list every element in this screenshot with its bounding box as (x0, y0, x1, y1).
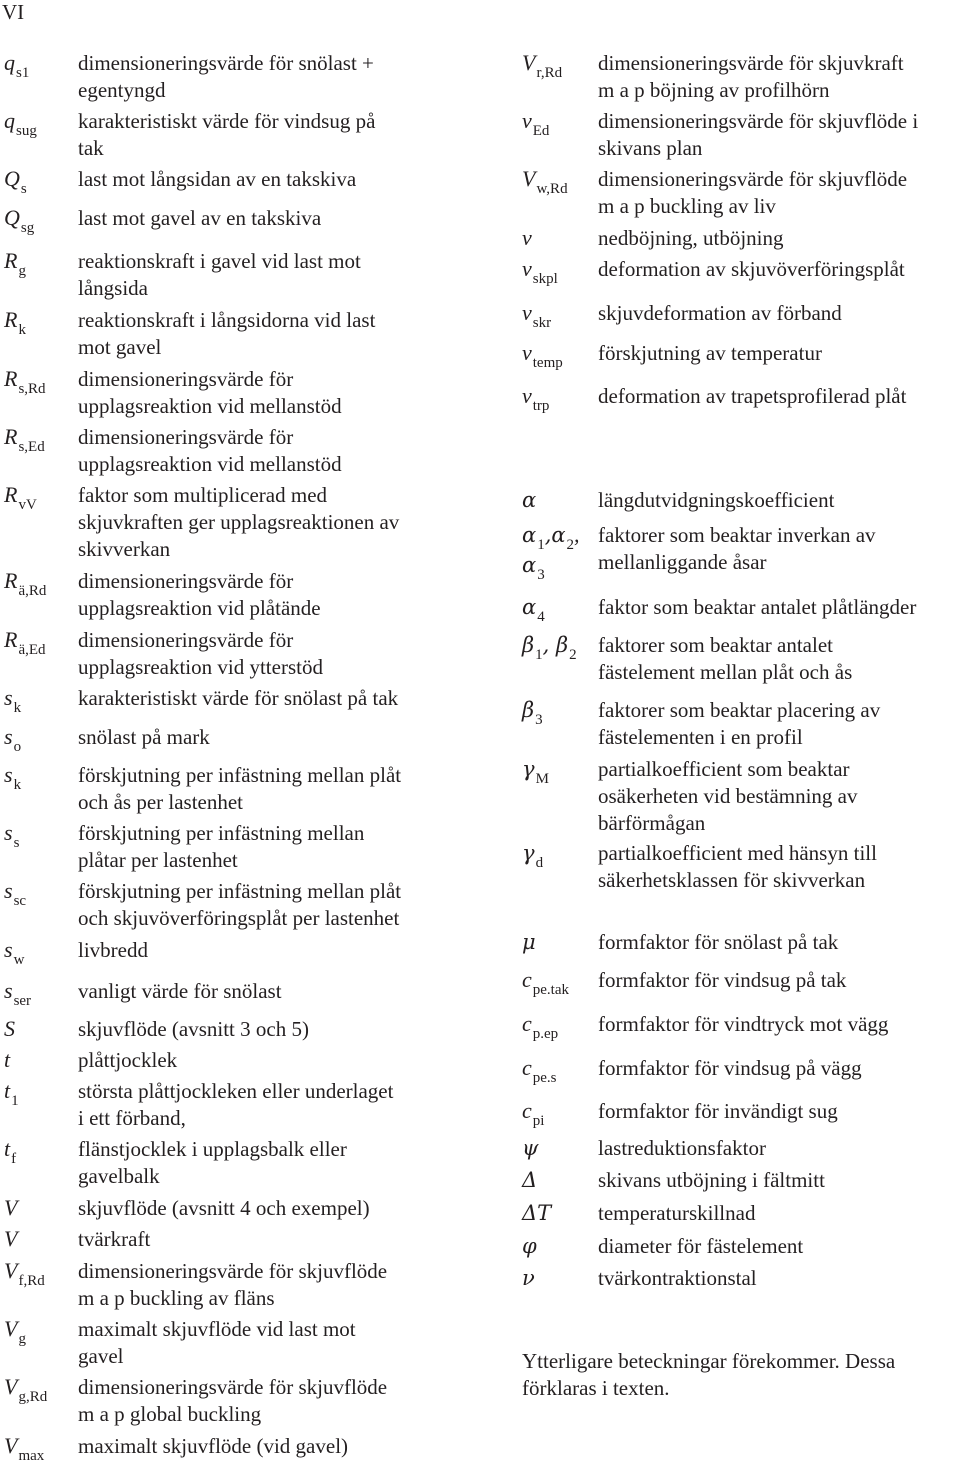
symbol-subscript: 3 (537, 567, 545, 583)
symbol-subscript: o (13, 739, 22, 755)
symbol-base: v (522, 108, 532, 133)
description-line: i ett förband, (78, 1106, 186, 1130)
description-line: dimensioneringsvärde för (78, 425, 294, 449)
description-line: skjuvflöde (avsnitt 4 och exempel) (78, 1196, 370, 1220)
symbol-description (78, 878, 401, 932)
symbol-subscript: pe.s (532, 1070, 557, 1086)
description-line: karakteristiskt värde för snölast på tak (78, 686, 399, 710)
description-line: gavelbalk (78, 1164, 160, 1188)
symbol-subscript: sug (16, 123, 37, 139)
symbol-base: v (522, 383, 532, 408)
symbol (522, 1011, 558, 1040)
symbol-base: R (4, 424, 18, 449)
symbol-description (598, 1055, 862, 1082)
symbol-description (598, 756, 858, 837)
symbol (522, 340, 563, 369)
description-line: flänstjocklek i upplagsbalk eller (78, 1137, 347, 1161)
symbol-description (598, 1167, 825, 1194)
symbol-description (598, 1233, 803, 1260)
symbol-subscript: 1 (537, 537, 545, 553)
description-line: största plåttjockleken eller underlaget (78, 1079, 394, 1103)
description-line: fästelement mellan plåt och ås (598, 660, 853, 684)
symbol (4, 1078, 19, 1107)
description-line: tvärkontraktionstal (598, 1266, 757, 1290)
symbol-subscript: g,Rd (18, 1389, 48, 1405)
symbol-base: V (4, 1374, 18, 1399)
symbol-description (598, 50, 904, 104)
symbol-base: s (4, 685, 13, 710)
symbol-base: Δ (522, 1168, 538, 1192)
description-line: temperaturskillnad (598, 1201, 756, 1225)
description-line: dimensioneringsvärde för skjuvflöde (78, 1375, 388, 1399)
symbol-base: R (4, 627, 18, 652)
symbol-base: q (4, 108, 15, 133)
symbol-description (78, 248, 361, 302)
symbol-description (598, 225, 784, 252)
symbol-description (78, 762, 401, 816)
symbol-subscript: 1 (11, 1093, 19, 1109)
symbol-description (78, 424, 342, 478)
symbol-base: c (522, 1011, 532, 1036)
symbol-description (78, 724, 210, 751)
symbol (4, 820, 19, 849)
symbol (522, 300, 551, 329)
symbol-base: V (522, 166, 536, 191)
symbol-description (598, 632, 852, 686)
symbol-base: β (522, 633, 535, 657)
symbol-description (78, 1078, 393, 1132)
symbol-base: R (4, 482, 18, 507)
symbol-subscript: w,Rd (536, 181, 568, 197)
symbol-description (78, 1195, 370, 1222)
symbol (4, 1226, 17, 1252)
description-line: osäkerheten vid bestämning av (598, 784, 858, 808)
symbol-subscript: 2 (569, 647, 577, 663)
description-line: upplagsreaktion vid mellanstöd (78, 452, 342, 476)
symbol (4, 1016, 15, 1042)
symbol (522, 840, 543, 869)
symbol-description (78, 820, 364, 874)
symbol-base: V (4, 1258, 18, 1283)
symbol-description (598, 1135, 766, 1162)
symbol (522, 1200, 551, 1226)
symbol-description (78, 50, 374, 104)
description-line: dimensioneringsvärde för skjuvkraft (598, 51, 904, 75)
symbol-base: ψ (522, 1136, 539, 1160)
symbol-description (78, 1047, 177, 1074)
symbol (4, 1047, 10, 1073)
description-line: faktorer som beaktar antalet (598, 633, 833, 657)
symbol-base: s (4, 724, 13, 749)
symbol (522, 487, 536, 513)
description-line: upplagsreaktion vid mellanstöd (78, 394, 342, 418)
symbol-description (598, 108, 918, 162)
description-line: faktor som beaktar antalet plåtlängder (598, 595, 917, 619)
symbol-base: V (4, 1433, 18, 1458)
symbol-subscript: r,Rd (536, 65, 563, 81)
description-line: och ås per lastenhet (78, 790, 244, 814)
description-line: m a p böjning av profilhörn (598, 78, 830, 102)
symbol-description (598, 967, 846, 994)
symbol (522, 1135, 538, 1161)
symbol-description (598, 1011, 888, 1038)
symbol-description (78, 1226, 150, 1253)
symbol-subscript: sc (13, 893, 27, 909)
symbol-base: γ (522, 757, 535, 781)
description-line: skivans utböjning i fältmitt (598, 1168, 825, 1192)
symbol (522, 383, 549, 412)
symbol-subscript: k (18, 322, 26, 338)
symbol (522, 166, 568, 195)
description-line: upplagsreaktion vid ytterstöd (78, 655, 323, 679)
symbol (522, 225, 532, 251)
symbol (522, 632, 577, 661)
symbol-base: Q (4, 205, 20, 230)
description-line: deformation av skjuvöverföringsplåt (598, 257, 905, 281)
symbol (4, 248, 26, 277)
symbol-base: v (522, 340, 532, 365)
page-number: VI (2, 0, 25, 24)
symbol (4, 366, 46, 395)
symbol-description (598, 697, 880, 751)
symbol (4, 108, 37, 137)
symbol-subscript: Ed (532, 123, 550, 139)
symbol-base: V (4, 1195, 18, 1220)
symbol-subscript: 4 (537, 609, 545, 625)
symbol (522, 108, 549, 137)
symbol-description (78, 1258, 387, 1312)
symbol-subscript: trp (532, 398, 550, 414)
description-line: plåtar per lastenhet (78, 848, 238, 872)
symbol-subscript: s (20, 181, 27, 197)
description-line: upplagsreaktion vid plåtände (78, 596, 321, 620)
symbol-description (598, 1200, 755, 1227)
symbol-base: V (4, 1316, 18, 1341)
symbol-description (78, 1316, 356, 1370)
description-line: formfaktor för invändigt sug (598, 1099, 838, 1123)
description-line: längdutvidgningskoefficient (598, 488, 835, 512)
description-line: m a p buckling av liv (598, 194, 776, 218)
symbol-base: V (4, 1226, 18, 1251)
description-line: reaktionskraft i långsidorna vid last (78, 308, 376, 332)
description-line: reaktionskraft i gavel vid last mot (78, 249, 361, 273)
symbol-subscript: p.ep (532, 1026, 559, 1042)
description-line: m a p global buckling (78, 1402, 262, 1426)
symbol-subscript: pi (532, 1113, 545, 1129)
symbol-description (78, 937, 148, 964)
symbol-description (598, 487, 834, 514)
symbol-extra: ,α (544, 523, 566, 547)
symbol (4, 50, 29, 79)
symbol-base: s (4, 762, 13, 787)
description-line: gavel (78, 1344, 124, 1368)
description-line: maximalt skjuvflöde vid last mot (78, 1317, 356, 1341)
symbol-description (598, 594, 916, 621)
description-line: faktor som multiplicerad med (78, 483, 328, 507)
description-line: partialkoefficient med hänsyn till (598, 841, 877, 865)
symbol (4, 424, 45, 453)
footnote-line: förklaras i texten. (522, 1376, 670, 1400)
description-line: last mot gavel av en takskiva (78, 206, 322, 230)
symbol-description (598, 166, 907, 220)
description-line: partialkoefficient som beaktar (598, 757, 850, 781)
symbol (4, 878, 26, 907)
symbol-description (598, 340, 822, 367)
symbol (522, 929, 536, 955)
description-line: dimensioneringsvärde för skjuvflöde i (598, 109, 919, 133)
description-line: lastreduktionsfaktor (598, 1136, 766, 1160)
symbol-base: c (522, 1055, 532, 1080)
symbol-subscript: ser (13, 993, 32, 1009)
symbol-base: α (522, 553, 537, 577)
description-line: formfaktor för snölast på tak (598, 930, 839, 954)
symbol (4, 482, 37, 511)
symbol-description (598, 522, 876, 576)
description-line: plåttjocklek (78, 1048, 178, 1072)
symbol-base: R (4, 568, 18, 593)
symbol (4, 978, 31, 1007)
symbol-description (78, 978, 282, 1005)
description-line: mot gavel (78, 335, 162, 359)
description-line: dimensioneringsvärde för (78, 367, 294, 391)
symbol-description (78, 568, 321, 622)
description-line: karakteristiskt värde för vindsug på (78, 109, 376, 133)
symbol-base: α (522, 488, 537, 512)
symbol-subscript: skr (532, 315, 552, 331)
description-line: skjuvkraften ger upplagsreaktionen av (78, 510, 400, 534)
symbol-base: s (4, 937, 13, 962)
symbol-subscript: sg (20, 220, 35, 236)
symbol (522, 1265, 535, 1291)
symbol-subscript: max (18, 1448, 45, 1464)
symbol (4, 1258, 45, 1287)
symbol-base: φ (522, 1234, 537, 1258)
symbol (4, 762, 21, 791)
symbol-subscript: M (535, 771, 549, 787)
description-line: last mot långsidan av en takskiva (78, 167, 357, 191)
symbol-description (78, 307, 375, 361)
description-line: faktorer som beaktar placering av (598, 698, 881, 722)
symbol (522, 1167, 537, 1193)
symbol-subscript: temp (532, 355, 563, 371)
description-line: dimensioneringsvärde för skjuvflöde (78, 1259, 388, 1283)
symbol-base: c (522, 967, 532, 992)
symbol (4, 568, 46, 597)
description-line: dimensioneringsvärde för snölast + (78, 51, 374, 75)
description-line: skjuvflöde (avsnitt 3 och 5) (78, 1017, 309, 1041)
symbol-base: R (4, 248, 18, 273)
symbol (522, 1055, 557, 1084)
symbol-subscript: ä,Rd (18, 583, 47, 599)
symbol-base: s (4, 978, 13, 1003)
symbol-description (78, 108, 375, 162)
symbol-description (598, 256, 905, 283)
description-line: m a p buckling av fläns (78, 1286, 275, 1310)
symbol-subscript: w (13, 952, 25, 968)
symbol (4, 1195, 17, 1221)
symbol-extra: , β (542, 633, 569, 657)
symbol (4, 1433, 44, 1462)
symbol-description (78, 205, 321, 232)
description-line: mellanliggande åsar (598, 550, 767, 574)
symbol-base: ν (522, 1266, 535, 1290)
symbol-description (598, 1098, 838, 1125)
symbol-description (78, 1374, 387, 1428)
symbol (522, 697, 543, 726)
symbol-subscript: 2 (566, 537, 575, 553)
symbol (522, 594, 545, 623)
symbol-description (598, 929, 838, 956)
symbol (522, 1233, 537, 1259)
symbol (4, 205, 34, 234)
description-line: dimensioneringsvärde för (78, 628, 294, 652)
symbol-base: q (4, 50, 15, 75)
symbol (522, 967, 569, 996)
description-line: säkerhetsklassen för skivverkan (598, 868, 866, 892)
description-line: tvärkraft (78, 1227, 151, 1251)
symbol-subscript: g (18, 263, 26, 279)
symbol-subscript: pe.tak (532, 982, 569, 998)
symbol-subscript: 1 (535, 647, 543, 663)
symbol-subscript: s,Rd (18, 381, 46, 397)
description-line: skivverkan (78, 537, 171, 561)
description-line: maximalt skjuvflöde (vid gavel) (78, 1434, 349, 1458)
symbol (522, 256, 558, 285)
symbol-base: Q (4, 166, 20, 191)
symbol-base: ΔT (522, 1201, 552, 1225)
symbol-subscript: 3 (535, 712, 543, 728)
symbol-description (78, 366, 342, 420)
symbol (4, 724, 21, 753)
symbol-base: v (522, 300, 532, 325)
symbol-base: v (522, 225, 532, 250)
symbol-subscript: s (13, 835, 20, 851)
symbol-base: γ (522, 841, 535, 865)
description-line: långsida (78, 276, 148, 300)
symbol-description (78, 685, 398, 712)
symbol-base: α (522, 595, 537, 619)
symbol-subscript: k (13, 700, 22, 716)
description-line: förskjutning per infästning mellan (78, 821, 365, 845)
description-line: formfaktor för vindtryck mot vägg (598, 1012, 889, 1036)
symbol-description (78, 627, 323, 681)
symbol-base: s (4, 878, 13, 903)
description-line: bärförmågan (598, 811, 706, 835)
symbol (4, 685, 21, 714)
symbol-subscript: vV (18, 497, 37, 513)
symbol (522, 756, 549, 785)
description-line: tak (78, 136, 104, 160)
description-line: fästelementen i en profil (598, 725, 803, 749)
description-line: förskjutning per infästning mellan plåt (78, 763, 402, 787)
symbol-subscript: f,Rd (18, 1273, 45, 1289)
description-line: skivans plan (598, 136, 703, 160)
symbol (4, 627, 46, 656)
description-line: förskjutning per infästning mellan plåt (78, 879, 402, 903)
description-line: snölast på mark (78, 725, 210, 749)
symbol (4, 1374, 47, 1403)
symbol-subscript: d (535, 855, 544, 871)
symbol-description (598, 840, 877, 894)
symbol-base: μ (522, 930, 536, 954)
symbol-subscript: s,Ed (18, 439, 45, 455)
description-line: förskjutning av temperatur (598, 341, 822, 365)
symbol-description (78, 166, 356, 193)
description-line: egentyngd (78, 78, 166, 102)
symbol-base: V (522, 50, 536, 75)
symbol-extra: , (574, 522, 580, 547)
symbol-description (598, 300, 842, 327)
description-line: formfaktor för vindsug på tak (598, 968, 847, 992)
symbol-base: s (4, 820, 13, 845)
symbol-description (78, 1433, 348, 1460)
description-line: skjuvdeformation av förband (598, 301, 842, 325)
symbol (522, 522, 580, 551)
symbol (4, 1316, 26, 1345)
symbol (4, 307, 26, 336)
symbol (522, 552, 545, 581)
description-line: nedböjning, utböjning (598, 226, 784, 250)
description-line: deformation av trapetsprofilerad plåt (598, 384, 907, 408)
symbol-subscript: ä,Ed (18, 642, 46, 658)
symbol-description (598, 383, 906, 410)
symbol-base: t (4, 1047, 11, 1072)
symbol-description (78, 1016, 309, 1043)
symbol-base: R (4, 366, 18, 391)
symbol-subscript: f (11, 1151, 17, 1167)
description-line: livbredd (78, 938, 148, 962)
symbol (522, 50, 562, 79)
description-line: formfaktor för vindsug på vägg (598, 1056, 862, 1080)
symbol-description (598, 1265, 757, 1292)
symbol-base: t (4, 1078, 11, 1103)
symbol-base: R (4, 307, 18, 332)
symbol-base: t (4, 1136, 11, 1161)
footnote (522, 1348, 895, 1402)
symbol-subscript: k (13, 777, 22, 793)
symbol (4, 937, 24, 966)
symbol-base: β (522, 698, 535, 722)
symbol (4, 1136, 16, 1165)
symbol-subscript: skpl (532, 271, 558, 287)
symbol-description (78, 482, 399, 563)
description-line: diameter för fästelement (598, 1234, 804, 1258)
description-line: faktorer som beaktar inverkan av (598, 523, 876, 547)
description-line: dimensioneringsvärde för (78, 569, 294, 593)
symbol (4, 166, 27, 195)
symbol-base: v (522, 256, 532, 281)
symbol-subscript: s1 (16, 65, 30, 81)
description-line: och skjuvöverföringsplåt per lastenhet (78, 906, 400, 930)
symbol-subscript: g (18, 1331, 26, 1347)
symbol-base: α (522, 523, 537, 547)
description-line: dimensioneringsvärde för skjuvflöde (598, 167, 908, 191)
symbol-base: S (4, 1016, 15, 1041)
symbol-description (78, 1136, 347, 1190)
symbol-base: c (522, 1098, 532, 1123)
footnote-line: Ytterligare beteckningar förekommer. Dessa (522, 1349, 896, 1373)
description-line: vanligt värde för snölast (78, 979, 282, 1003)
symbol (522, 1098, 544, 1127)
